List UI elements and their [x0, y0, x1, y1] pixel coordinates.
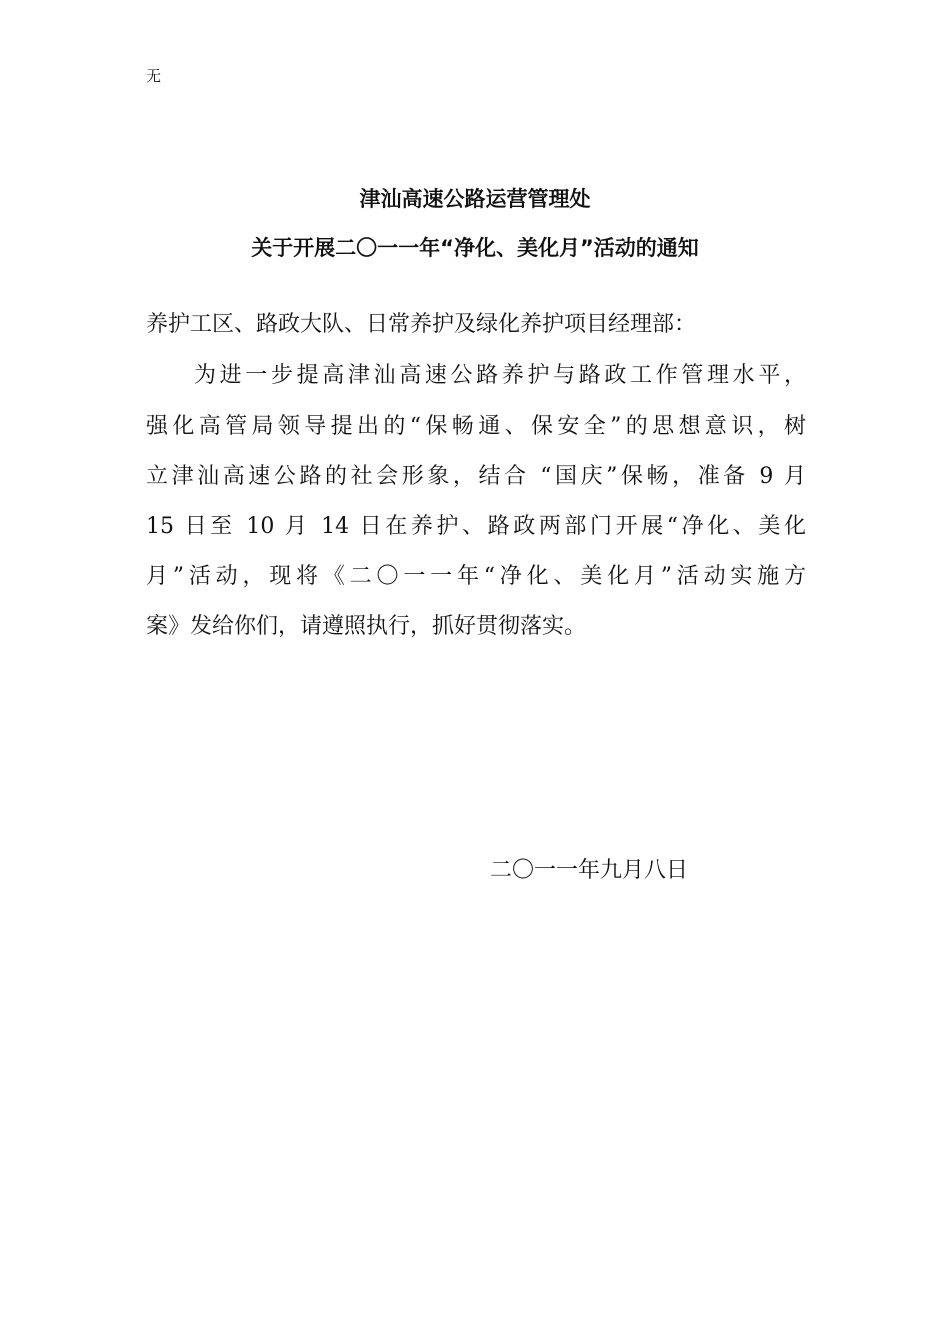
body-line-1: 为进一步提高津汕高速公路养护与路政工作管理水平，	[194, 363, 806, 388]
signature-date: 二〇一一年九月八日	[490, 858, 689, 883]
body-line-2: 强化高管局领导提出的“保畅通、保安全”的思想意识，树	[146, 414, 806, 439]
body-line-5: 月”活动，现将《二〇一一年“净化、美化月”活动实施方	[146, 564, 806, 589]
document-title-line-2: 关于开展二〇一一年“净化、美化月”活动的通知	[251, 236, 699, 260]
document-title-line-1: 津汕高速公路运营管理处	[359, 187, 591, 211]
body-line-3: 立津汕高速公路的社会形象，结合 “国庆”保畅，准备 9 月	[146, 464, 806, 489]
body-line-4: 15 日至 10 月 14 日在养护、路政两部门开展“净化、美化	[146, 514, 806, 539]
salutation: 养护工区、路政大队、日常养护及绿化养护项目经理部：	[146, 312, 697, 337]
body-line-6: 案》发给你们，请遵照执行，抓好贯彻落实。	[146, 614, 587, 639]
header-note: 无	[146, 67, 162, 85]
